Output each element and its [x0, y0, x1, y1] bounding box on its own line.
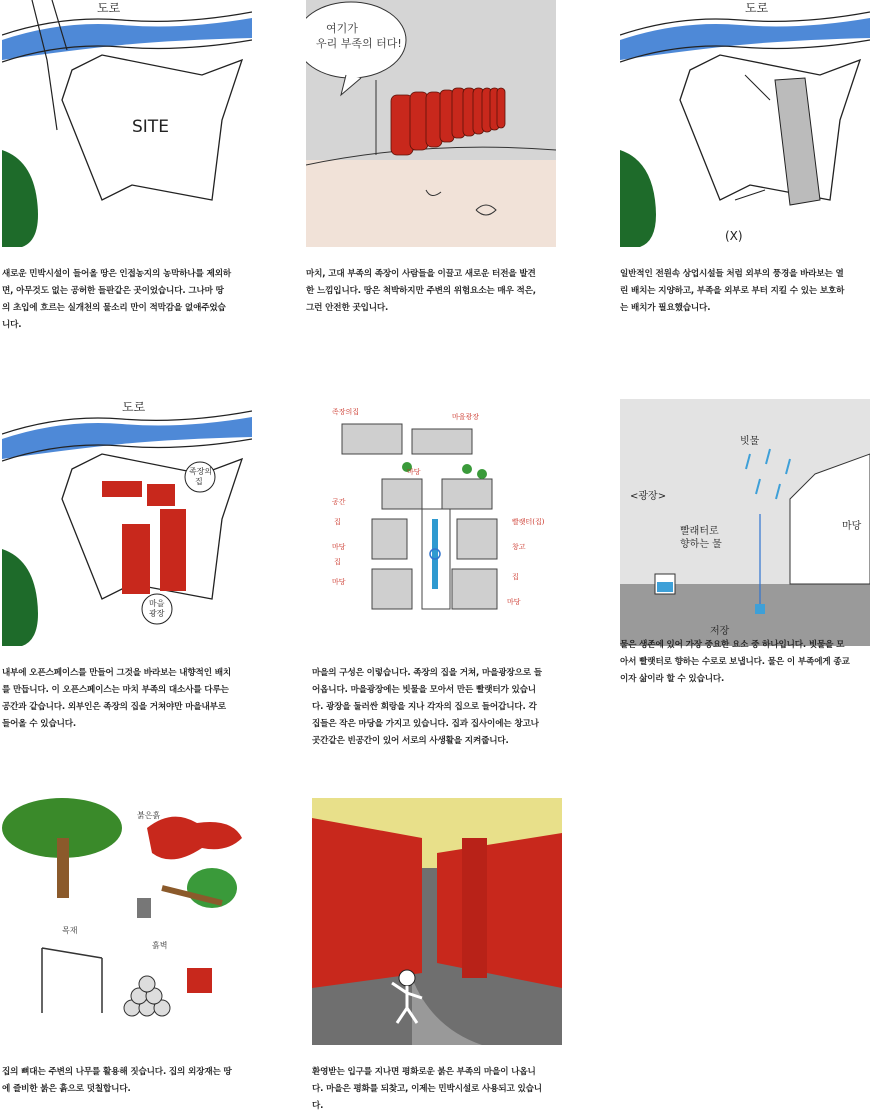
plaza-label: 마을 광장 — [149, 599, 165, 618]
sketch-rainwater-section — [620, 399, 870, 646]
red-soil-label: 붉은흙 — [137, 811, 161, 820]
sketch-open-layout-x — [620, 0, 870, 247]
caption: 내부에 오픈스페이스를 만들어 그것을 바라보는 내향적인 배치 를 만듭니다. 이 오픈스페이스는 마치 부족의 대소사를 다루는 공간과 같습니다. 외부인은 족장의 집을 거쳐야만 마을내부로 들어올 수 있습니다. — [2, 668, 231, 729]
label-yard-1: 마당 — [332, 543, 346, 551]
caption: 물은 생존에 있어 가장 중요한 요소 중 하나입니다. 빗물을 모 아서 빨랫터로 향하는 수로로 보냅니다. 물은 이 부족에게 종교 이자 삶이라 할 수 있습니다. — [620, 640, 850, 684]
label-laundry: 빨랫터(집) — [512, 518, 545, 526]
label-chief-house: 족장의집 — [332, 408, 360, 416]
wood-label: 목재 — [62, 926, 78, 935]
label-storage: 창고 — [512, 543, 526, 551]
tank-label: 저장 — [710, 626, 730, 637]
sketch-building-materials — [2, 798, 252, 1045]
label-house-1: 집 — [334, 518, 341, 526]
caption: 마을의 구성은 이렇습니다. 족장의 집을 거쳐, 마을광장으로 들 어옵니다. 마을광장에는 빗물을 모아서 만든 빨랫터가 있습니 다. 광장을 둘러싼 회랑을 지나 각자의 집으로 들어갑니다. 각 집들은 작은 마당을 가지고 있습니다. 집과 집사이에는 창고나 곳간같은 빈공간이 있어 서로의 사생활을 지켜줍니다. — [312, 668, 542, 746]
label-yard-4: 마당 — [407, 468, 421, 476]
label-house-3: 집 — [512, 573, 519, 581]
road-label: 도로 — [97, 1, 121, 15]
note-label: 빨래터로 향하는 물 — [680, 526, 722, 550]
label-yard-2: 마당 — [332, 578, 346, 586]
sketch-red-village-entrance — [312, 798, 562, 1045]
sketch-village-plan — [312, 399, 562, 646]
road-label: 도로 — [745, 1, 769, 15]
plaza-label: <광장> — [630, 491, 667, 502]
label-house-2: 집 — [334, 558, 341, 566]
yard-label: 마당 — [842, 521, 862, 532]
speech-text: 여기가 우리 부족의 터다! — [316, 22, 402, 50]
caption: 환영받는 입구를 지나면 평화로운 붉은 부족의 마을이 나옵니 다. 마을은 평화를 되찾고, 이제는 민박시설로 사용되고 있습니 다. — [312, 1067, 542, 1111]
chief-house-label: 족장의 집 — [189, 467, 213, 486]
earth-wall-label: 흙벽 — [152, 941, 168, 950]
label-plaza: 마을광장 — [452, 413, 480, 421]
site-label: SITE — [132, 117, 169, 137]
sketch-inward-layout — [2, 399, 252, 646]
label-space: 공간 — [332, 498, 346, 506]
caption: 집의 뼈대는 주변의 나무를 활용해 짓습니다. 집의 외장재는 땅 에 즐비한 붉은 흙으로 덧칠합니다. — [2, 1067, 232, 1094]
caption: 새로운 민박시설이 들어올 땅은 인접농지의 농막하나를 제외하 면, 아무것도 없는 공허한 들판같은 곳이었습니다. 그나마 땅 의 초입에 흐르는 실개천의 물소리 만이 적막감을 없애주었습 니다. — [2, 269, 231, 330]
sketch-tribe-arrival — [306, 0, 556, 247]
caption: 마치, 고대 부족의 족장이 사람들을 이끌고 새로운 터전을 발견 한 느낌입니다. 땅은 척박하지만 주변의 위험요소는 매우 적은, 그런 안전한 곳입니다. — [306, 269, 536, 313]
road-label: 도로 — [122, 400, 146, 414]
mark-x: (X) — [725, 229, 743, 243]
label-yard-3: 마당 — [507, 598, 521, 606]
rain-label: 빗물 — [740, 436, 760, 447]
sketch-site-road-river — [2, 0, 252, 247]
caption: 일반적인 전원속 상업시설들 처럼 외부의 풍경을 바라보는 열 린 배치는 지양하고, 부족을 외부로 부터 지킬 수 있는 보호하 는 배치가 필요했습니다. — [620, 269, 845, 313]
